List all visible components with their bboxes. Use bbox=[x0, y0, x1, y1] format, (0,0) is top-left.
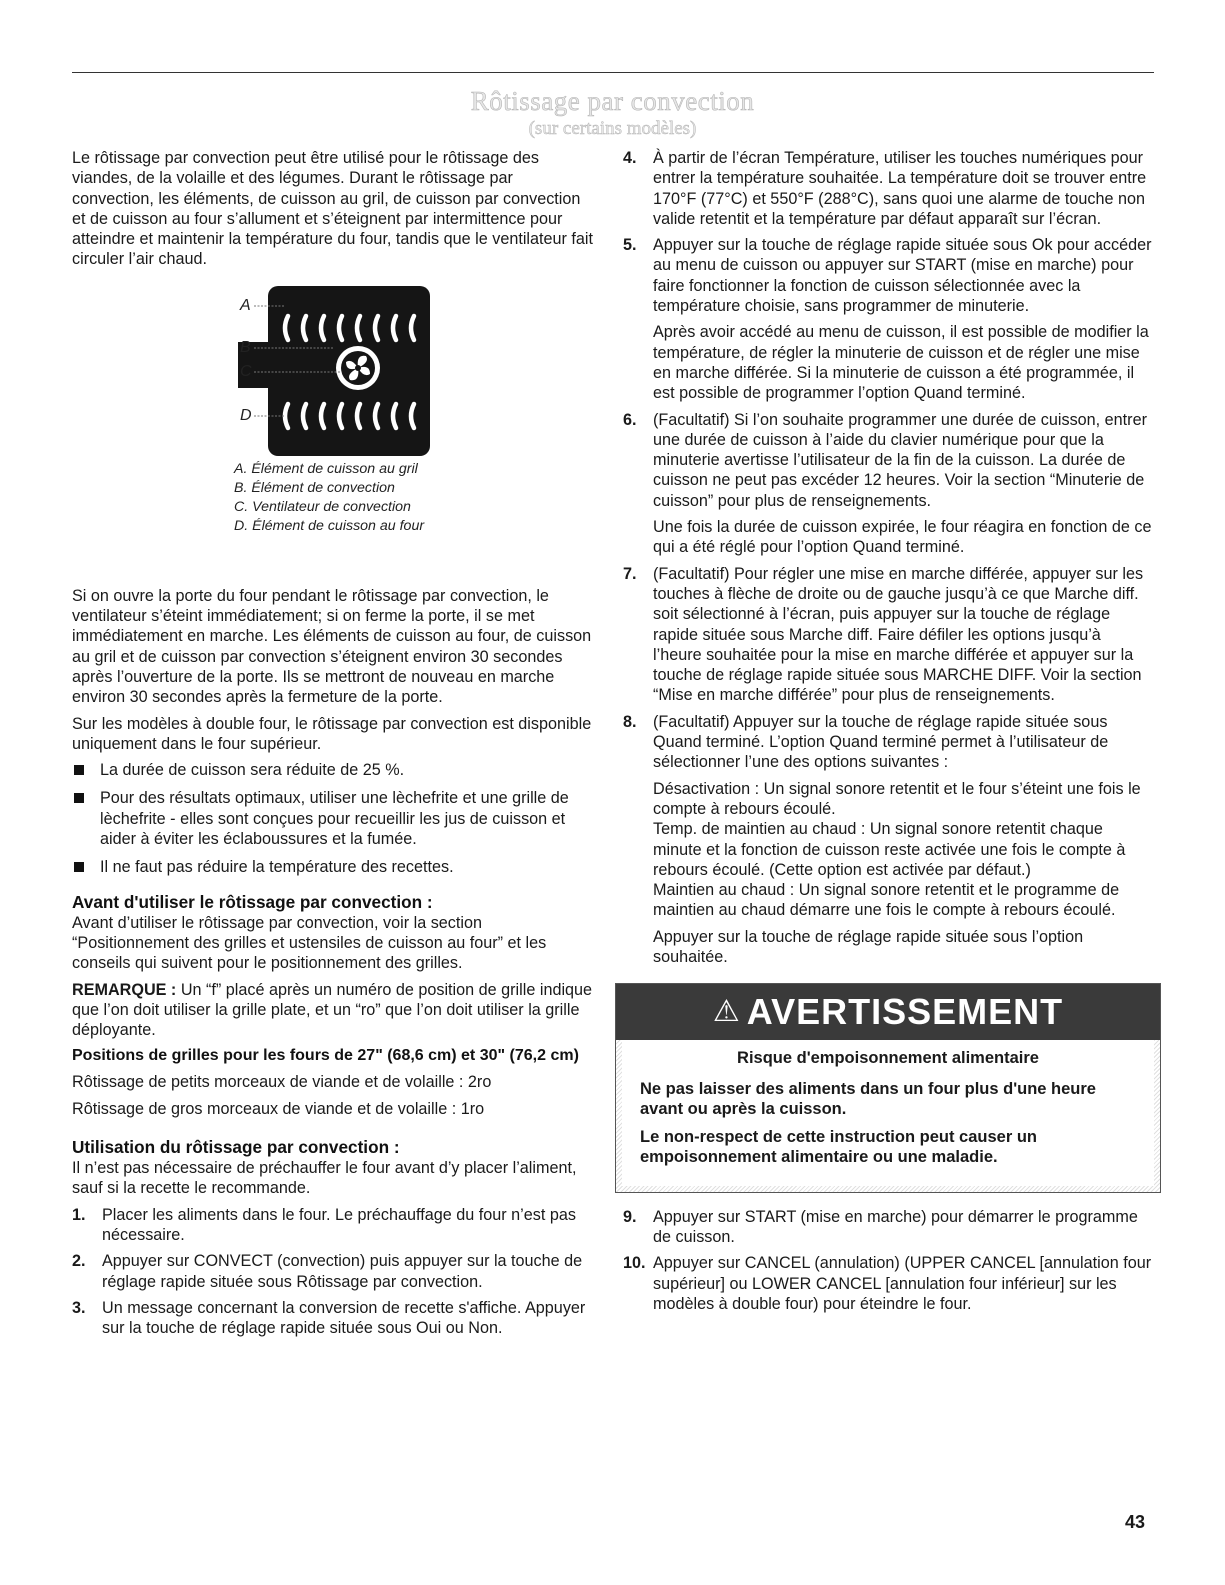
note-paragraph bbox=[72, 980, 597, 1041]
step-item bbox=[623, 712, 1153, 773]
step-subparagraph: Après avoir accédé au menu de cuisson, il est possible de modifier la température, de régler la minuterie de cuisson et de régler une mise en marche différée. Si la minuterie de cuisson a été programmée, il est possible de programmer l’option Quand terminé. bbox=[653, 323, 1149, 403]
step-number: 4. bbox=[623, 149, 637, 167]
page-title: Rôtissage par convection bbox=[470, 86, 755, 116]
legend-item: C. Ventilateur de convection bbox=[234, 498, 411, 515]
step-number: 1. bbox=[72, 1205, 86, 1224]
bullet-item: La durée de cuisson sera réduite de 25 %. bbox=[72, 760, 597, 780]
bullet-square-icon bbox=[74, 765, 84, 775]
diagram-label-a: A bbox=[240, 296, 251, 314]
warning-title: AVERTISSEMENT bbox=[746, 991, 1064, 1033]
step-item bbox=[623, 148, 1153, 229]
note-text: Un “f” placé après un numéro de position de grille indique que l’on doit utiliser la grille plate, et un “ro” que l’on doit utiliser la grille déployante. bbox=[72, 980, 593, 1040]
option-keep-warm: Maintien au chaud : Un signal sonore retentit et le programme de maintien au chaud démarre une fois le compte à rebours écoulé. bbox=[653, 881, 1120, 920]
step-number: 5. bbox=[623, 236, 637, 255]
warning-text: Ne pas laisser des aliments dans un four plus d'une heure avant ou après la cuisson. bbox=[640, 1079, 1096, 1118]
step-number: 7. bbox=[623, 564, 637, 583]
step-item bbox=[623, 235, 1153, 316]
heading-before-use: Avant d'utiliser le rôtissage par convection : bbox=[72, 891, 433, 912]
step-text: Appuyer sur la touche de réglage rapide située sous Ok pour accéder au menu de cuisson ou appuyer sur START (mise en marche) pour faire fonctionner la fonction de cuisson sélectionnée avec la température choisie, sans programmer de minuterie. bbox=[653, 236, 1152, 316]
step-number: 8. bbox=[623, 712, 637, 731]
step8-options bbox=[623, 779, 1153, 921]
step-text: (Facultatif) Si l’on souhaite programmer une durée de cuisson, entrer une durée de cuisson à l’aide du clavier numérique pour que la minuterie avertisse l’utilisateur de la fin de la cuisson. La durée de cuisson ne peut pas excéder 12 heures. Voir la section “Minuterie de cuisson” pour plus de renseignements. bbox=[653, 410, 1147, 510]
step-number: 6. bbox=[623, 410, 637, 429]
step-item bbox=[623, 1253, 1153, 1314]
step-item bbox=[72, 1298, 597, 1339]
heading-using: Utilisation du rôtissage par convection : bbox=[72, 1137, 400, 1158]
bullet-item: Il ne faut pas réduire la température des recettes. bbox=[72, 857, 597, 877]
left-column bbox=[72, 148, 597, 1344]
using-paragraph: Il n’est pas nécessaire de préchauffer le four avant d’y placer l’aliment, sauf si la recette le recommande. bbox=[72, 1159, 577, 1198]
before-use-paragraph: Avant d’utiliser le rôtissage par convection, voir la section “Positionnement des grilles et ustensiles de cuisson au four” et les conseils qui suivent pour le positionnement des grilles. bbox=[72, 913, 547, 973]
step-text: (Facultatif) Appuyer sur la touche de réglage rapide située sous Quand terminé. L’option Quand terminé permet à l’utilisateur de sélectionner l’une des options suivantes : bbox=[653, 712, 1109, 772]
convection-diagram bbox=[72, 286, 597, 586]
step-text: Appuyer sur CONVECT (convection) puis appuyer sur la touche de réglage rapide située sous Rôtissage par convection. bbox=[102, 1252, 583, 1291]
step-item bbox=[623, 410, 1153, 511]
warning-subtitle: Risque d'empoisonnement alimentaire bbox=[737, 1049, 1039, 1068]
legend-item: A. Élément de cuisson au gril bbox=[234, 460, 418, 477]
step-text: Un message concernant la conversion de recette s'affiche. Appuyer sur la touche de réglage rapide située sous Oui ou Non. bbox=[102, 1298, 586, 1338]
step-subparagraph: Appuyer sur la touche de réglage rapide située sous l’option souhaitée. bbox=[653, 927, 1084, 966]
oven-diagram-icon bbox=[72, 286, 597, 586]
diagram-label-d: D bbox=[240, 406, 252, 424]
diagram-legend bbox=[72, 460, 424, 536]
legend-item: B. Élément de convection bbox=[234, 479, 395, 496]
step-subparagraph: Une fois la durée de cuisson expirée, le four réagira en fonction de ce qui a été réglé pour l’option Quand terminé. bbox=[653, 518, 1152, 557]
rack-position-small: Rôtissage de petits morceaux de viande et de volaille : 2ro bbox=[72, 1073, 492, 1092]
warning-text: Le non-respect de cette instruction peut causer un empoisonnement alimentaire ou une maladie. bbox=[640, 1128, 1037, 1167]
page-subtitle: (sur certains modèles) bbox=[528, 118, 697, 139]
step-text: Appuyer sur CANCEL (annulation) (UPPER CANCEL [annulation four supérieur] ou LOWER CANCEL [annulation four inférieur] sur les modèles à double four) pour éteindre le four. bbox=[653, 1254, 1152, 1313]
warning-header bbox=[616, 984, 1160, 1040]
heading-rack-positions: Positions de grilles pour les fours de 27" (68,6 cm) et 30" (76,2 cm) bbox=[72, 1047, 579, 1065]
title-block bbox=[0, 86, 1225, 140]
step-text: (Facultatif) Pour régler une mise en marche différée, appuyer sur les touches à flèche de droite ou de gauche jusqu’à ce que Marche diff. soit sélectionné à l’écran, puis appuyer sur la touche de réglage rapide située sous Marche diff. Faire défiler les options jusqu’à l’heure souhaitée pour la mise en marche différée et appuyer sur la touche de réglage rapide située sous MARCHE DIFF. Voir la section “Mise en marche différée” pour plus de renseignements. bbox=[653, 564, 1144, 705]
step-number: 2. bbox=[72, 1252, 86, 1271]
step-item bbox=[72, 1205, 597, 1246]
warning-triangle-icon: ⚠ bbox=[712, 995, 741, 1029]
option-hold-temp: Temp. de maintien au chaud : Un signal sonore retentit chaque minute et la fonction de cuisson reste activée une fois le compte à rebours écoulé. (Cette option est activée par défaut.) bbox=[653, 820, 1126, 879]
bullet-square-icon bbox=[74, 793, 84, 803]
warning-box bbox=[615, 983, 1161, 1192]
step-text: Appuyer sur START (mise en marche) pour démarrer le programme de cuisson. bbox=[653, 1207, 1138, 1247]
right-column bbox=[623, 148, 1153, 1320]
step-number: 3. bbox=[72, 1298, 86, 1317]
rack-position-large: Rôtissage de gros morceaux de viande et de volaille : 1ro bbox=[72, 1099, 485, 1118]
page-number: 43 bbox=[1124, 1512, 1145, 1532]
step-text: Placer les aliments dans le four. Le préchauffage du four n’est pas nécessaire. bbox=[102, 1205, 576, 1244]
step-item bbox=[623, 1207, 1153, 1248]
bullet-item: Pour des résultats optimaux, utiliser une lèchefrite et une grille de lèchefrite - elles sont conçues pour recueillir les jus de cuisson et aider à éviter les éclaboussures et la fumée. bbox=[72, 788, 597, 849]
legend-item: D. Élément de cuisson au four bbox=[234, 517, 425, 534]
intro-paragraph: Le rôtissage par convection peut être utilisé pour le rôtissage des viandes, de la volaille et des légumes. Durant le rôtissage par convection, les éléments, de cuisson au gril, de cuisson par convection et de cuisson au four s’allument et s’éteignent par intermittence pour atteindre et maintenir la température du four, tandis que le ventilateur fait circuler l’air chaud. bbox=[72, 149, 594, 269]
diagram-label-c: C bbox=[240, 362, 252, 380]
bullet-square-icon bbox=[74, 862, 84, 872]
note-label: REMARQUE : bbox=[72, 980, 177, 999]
top-rule bbox=[72, 72, 1154, 73]
diagram-label-b: B bbox=[240, 338, 251, 356]
step-text: À partir de l’écran Température, utiliser les touches numériques pour entrer la température souhaitée. La température doit se trouver entre 170°F (77°C) et 550°F (288°C), sans quoi une alarme de touche non valide retentit et la température par défaut apparaît sur l’écran. bbox=[653, 149, 1147, 228]
door-paragraph: Si on ouvre la porte du four pendant le rôtissage par convection, le ventilateur s’éteint immédiatement; si on ferme la porte, il se met immédiatement en marche. Les éléments de cuisson au four, de cuisson au gril et de cuisson par convection s’éteignent environ 30 secondes après l’ouverture de la porte. Ils se mettront de nouveau en marche environ 30 secondes après la fermeture de la porte. bbox=[72, 586, 592, 707]
option-off: Désactivation : Un signal sonore retentit et le four s’éteint une fois le compte à rebours écoulé. bbox=[653, 779, 1141, 818]
double-oven-paragraph: Sur les modèles à double four, le rôtissage par convection est disponible uniquement dans le four supérieur. bbox=[72, 714, 592, 753]
warning-body bbox=[622, 1040, 1154, 1185]
step-number: 9. bbox=[623, 1207, 637, 1226]
step-item bbox=[623, 564, 1153, 706]
step-number: 10. bbox=[623, 1254, 646, 1273]
step-item bbox=[72, 1251, 597, 1292]
